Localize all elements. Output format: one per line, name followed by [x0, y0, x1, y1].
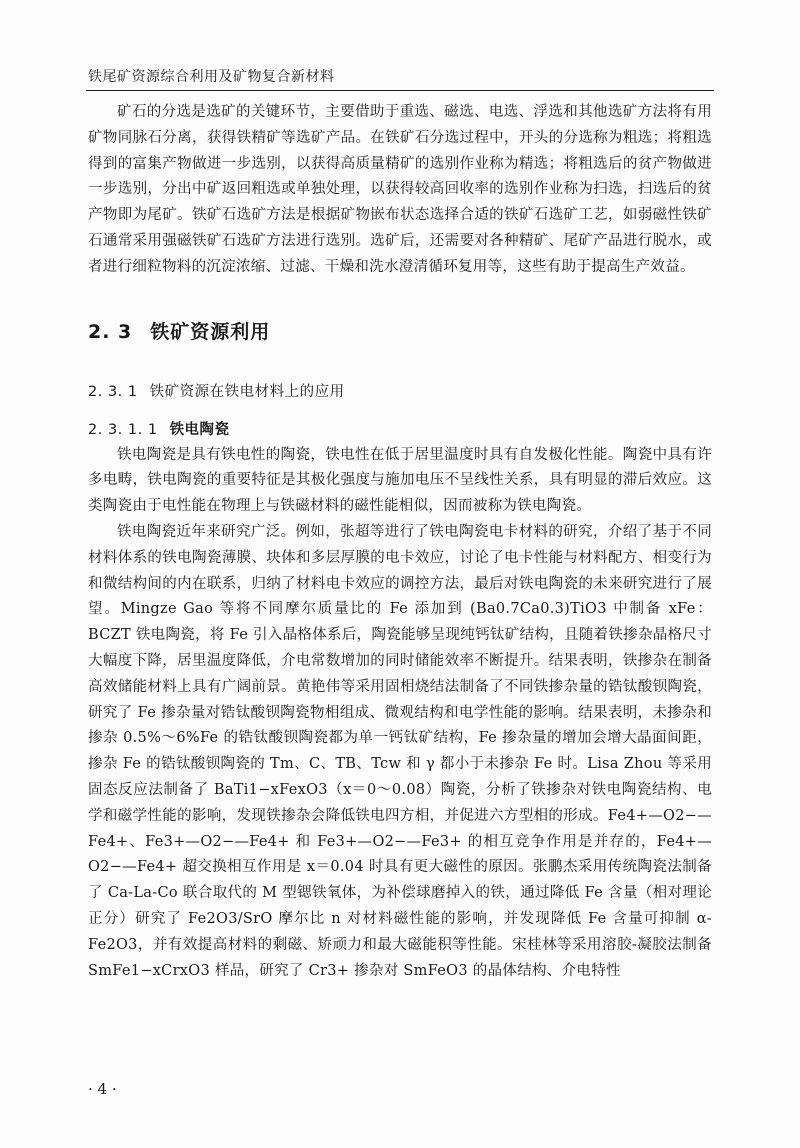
section-heading	[88, 317, 712, 344]
section-title: 铁矿资源利用	[150, 320, 271, 343]
section-number: 2. 3	[88, 320, 133, 343]
subsubsection-number: 2. 3. 1. 1	[88, 421, 158, 438]
subsubsection-heading	[88, 418, 712, 439]
header-rule	[86, 90, 714, 91]
subsection-title: 铁矿资源在铁电材料上的应用	[149, 383, 345, 400]
page-body	[88, 100, 712, 984]
intro-paragraph: 矿石的分选是选矿的关键环节，主要借助于重选、磁选、电选、浮选和其他选矿方法将有用矿物同脉石分离，获得铁精矿等选矿产品。在铁矿石分选过程中，开头的分选称为粗选；将粗选得到的富集产物做进一步选别，以获得高质量精矿的选别作业称为精选；将粗选后的贫产物做进一步选别，分出中矿返回粗选或单独处理，以获得较高回收率的选别作业称为扫选，扫选后的贫产物即为尾矿。铁矿石选矿方法是根据矿物嵌布状态选择合适的铁矿石选矿工艺，如弱磁性铁矿石通常采用强磁铁矿石选矿方法进行选别。选矿后，还需要对各种精矿、尾矿产品进行脱水，或者进行细粒物料的沉淀浓缩、过滤、干燥和洗水澄清循环复用等，这些有助于提高生产效益。	[88, 104, 712, 275]
running-header: 铁尾矿资源综合利用及矿物复合新材料	[88, 69, 335, 85]
subsection-number: 2. 3. 1	[88, 383, 138, 400]
subsubsection-title: 铁电陶瓷	[169, 421, 230, 438]
body-paragraph-2: 铁电陶瓷近年来研究广泛。例如，张超等进行了铁电陶瓷电卡材料的研究，介绍了基于不同材料体系的铁电陶瓷薄膜、块体和多层厚膜的电卡效应，讨论了电卡性能与材料配方、相变行为和微结构间的内在联系，归纳了材料电卡效应的调控方法，最后对铁电陶瓷的未来研究进行了展望。Mingze Gao 等将不同摩尔质量比的 Fe 添加到 (Ba0.7Ca0.3)TiO3 中制备 xFe：BCZT 铁电陶瓷，将 Fe 引入晶格体系后，陶瓷能够呈现纯钙钛矿结构，且随着铁掺杂晶格尺寸大幅度下降，居里温度降低，介电常数增加的同时储能效率不断提升。结果表明，铁掺杂在制备高效储能材料上具有广阔前景。黄艳伟等采用固相烧结法制备了不同铁掺杂量的锆钛酸钡陶瓷，研究了 Fe 掺杂量对锆钛酸钡陶瓷物相组成、微观结构和电学性能的影响。结果表明，未掺杂和掺杂 0.5%～6%Fe 的锆钛酸钡陶瓷都为单一钙钛矿结构，Fe 掺杂量的增加会增大晶面间距，掺杂 Fe 的锆钛酸钡陶瓷的 Tm、C、TB、Tcw 和 γ 都小于未掺杂 Fe 时。Lisa Zhou 等采用固态反应法制备了 BaTi1−xFexO3（x＝0～0.08）陶瓷，分析了铁掺杂对铁电陶瓷结构、电学和磁学性能的影响，发现铁掺杂会降低铁电四方相，并促进六方型相的形成。Fe4+—O2−—Fe4+、Fe3+—O2−—Fe4+ 和 Fe3+—O2−—Fe3+ 的相互竞争作用是并存的，Fe4+—O2−—Fe4+ 超交换相互作用是 x＝0.04 时具有更大磁性的原因。张鹏杰采用传统陶瓷法制备了 Ca-La-Co 联合取代的 M 型锶铁氧体，为补偿球磨掉入的铁，通过降低 Fe 含量（相对理论正分）研究了 Fe2O3/SrO 摩尔比 n 对材料磁性能的影响，并发现降低 Fe 含量可抑制 α-Fe2O3，并有效提高材料的剩磁、矫顽力和最大磁能积等性能。宋桂林等采用溶胶-凝胶法制备 SmFe1−xCrxO3 样品，研究了 Cr3+ 掺杂对 SmFeO3 的晶体结构、介电特性	[88, 523, 712, 979]
body-paragraph-1: 铁电陶瓷是具有铁电性的陶瓷，铁电性在低于居里温度时具有自发极化性能。陶瓷中具有许多电畴，铁电陶瓷的重要特征是其极化强度与施加电压不呈线性关系，具有明显的滞后效应。这类陶瓷由于电性能在物理上与铁磁材料的磁性能相似，因而被称为铁电陶瓷。	[88, 446, 712, 515]
page-number: · 4 ·	[88, 1080, 117, 1098]
subsection-heading	[88, 380, 712, 401]
